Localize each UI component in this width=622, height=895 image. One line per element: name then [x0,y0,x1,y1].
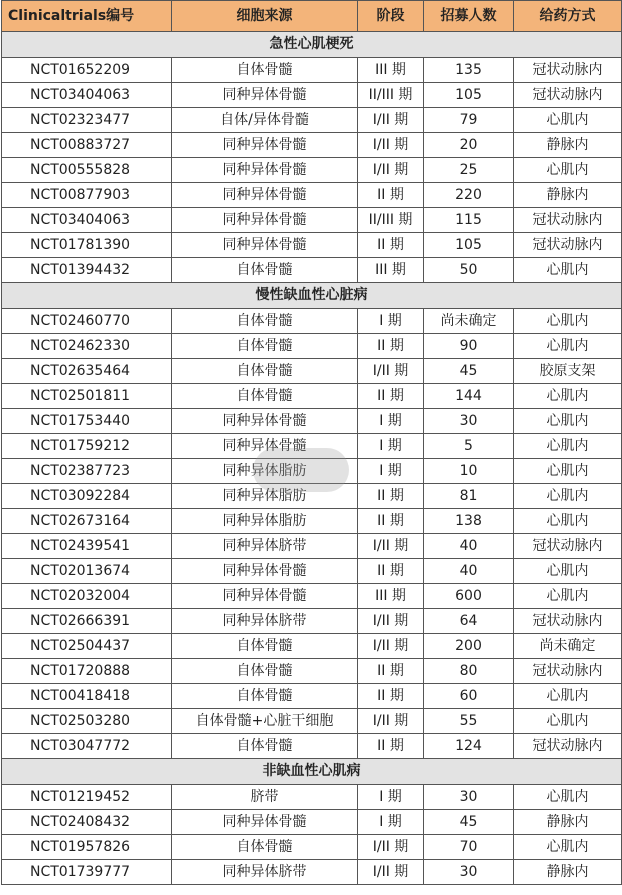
phase-cell: II 期 [358,684,424,709]
enrollment-cell: 200 [424,634,514,659]
cell-source-cell: 自体骨髓 [172,258,358,283]
table-row [2,634,622,659]
enrollment-cell: 124 [424,734,514,759]
route-cell: 冠状动脉内 [514,208,622,233]
table-row [2,559,622,584]
phase-cell: I 期 [358,409,424,434]
enrollment-cell: 30 [424,860,514,885]
table-row [2,609,622,634]
trial-id-cell: NCT02673164 [2,509,172,534]
enrollment-cell: 80 [424,659,514,684]
header-row [2,1,622,32]
route-cell: 静脉内 [514,183,622,208]
cell-source-cell: 同种异体骨髓 [172,208,358,233]
trial-id-cell: NCT02323477 [2,108,172,133]
trial-id-cell: NCT00418418 [2,684,172,709]
trial-id-cell: NCT02666391 [2,609,172,634]
route-cell: 冠状动脉内 [514,58,622,83]
trial-id-cell: NCT01720888 [2,659,172,684]
phase-cell: II 期 [358,334,424,359]
phase-cell: I/II 期 [358,158,424,183]
cell-source-cell: 自体骨髓 [172,835,358,860]
enrollment-cell: 81 [424,484,514,509]
table-row [2,509,622,534]
route-cell: 心肌内 [514,158,622,183]
cell-source-cell: 自体骨髓 [172,384,358,409]
header-enrollment: 招募人数 [424,1,514,32]
enrollment-cell: 25 [424,158,514,183]
enrollment-cell: 138 [424,509,514,534]
trial-id-cell: NCT02503280 [2,709,172,734]
table-row [2,183,622,208]
enrollment-cell: 70 [424,835,514,860]
cell-source-cell: 同种异体脂肪 [172,509,358,534]
trial-id-cell: NCT01759212 [2,434,172,459]
trial-id-cell: NCT02462330 [2,334,172,359]
enrollment-cell: 135 [424,58,514,83]
trial-id-cell: NCT02032004 [2,584,172,609]
route-cell: 冠状动脉内 [514,659,622,684]
table-row [2,233,622,258]
enrollment-cell: 50 [424,258,514,283]
table-row [2,785,622,810]
enrollment-cell: 55 [424,709,514,734]
section-title: 慢性缺血性心脏病 [2,283,622,309]
route-cell: 心肌内 [514,785,622,810]
route-cell: 心肌内 [514,509,622,534]
table-row [2,484,622,509]
cell-source-cell: 自体骨髓 [172,734,358,759]
cell-source-cell: 自体骨髓 [172,309,358,334]
cell-source-cell: 同种异体脐带 [172,860,358,885]
trial-id-cell: NCT03092284 [2,484,172,509]
route-cell: 冠状动脉内 [514,609,622,634]
table-row [2,810,622,835]
route-cell: 心肌内 [514,108,622,133]
enrollment-cell: 45 [424,359,514,384]
enrollment-cell: 20 [424,133,514,158]
phase-cell: II 期 [358,183,424,208]
cell-source-cell: 自体骨髓 [172,684,358,709]
trial-id-cell: NCT02013674 [2,559,172,584]
phase-cell: II 期 [358,734,424,759]
trial-id-cell: NCT01753440 [2,409,172,434]
cell-source-cell: 同种异体骨髓 [172,158,358,183]
phase-cell: II 期 [358,559,424,584]
enrollment-cell: 144 [424,384,514,409]
trial-id-cell: NCT02501811 [2,384,172,409]
trial-id-cell: NCT01652209 [2,58,172,83]
trial-id-cell: NCT02387723 [2,459,172,484]
enrollment-cell: 105 [424,83,514,108]
table-row [2,434,622,459]
trial-id-cell: NCT02439541 [2,534,172,559]
cell-source-cell: 同种异体骨髓 [172,810,358,835]
phase-cell: II 期 [358,509,424,534]
table-row [2,534,622,559]
trial-id-cell: NCT01219452 [2,785,172,810]
table-row [2,108,622,133]
cell-source-cell: 同种异体脂肪 [172,484,358,509]
trial-id-cell: NCT01957826 [2,835,172,860]
route-cell: 心肌内 [514,835,622,860]
trial-id-cell: NCT02460770 [2,309,172,334]
header-phase: 阶段 [358,1,424,32]
header-route: 给药方式 [514,1,622,32]
table-row [2,133,622,158]
table-header [2,1,622,32]
cell-source-cell: 同种异体骨髓 [172,584,358,609]
route-cell: 心肌内 [514,309,622,334]
phase-cell: I/II 期 [358,860,424,885]
phase-cell: II 期 [358,233,424,258]
enrollment-cell: 40 [424,559,514,584]
section-header-row [2,32,622,58]
trial-id-cell: NCT03404063 [2,83,172,108]
trial-id-cell: NCT00883727 [2,133,172,158]
table-row [2,709,622,734]
trial-id-cell: NCT03404063 [2,208,172,233]
table-row [2,384,622,409]
enrollment-cell: 105 [424,233,514,258]
table-row [2,258,622,283]
trial-id-cell: NCT00555828 [2,158,172,183]
table-row [2,158,622,183]
cell-source-cell: 同种异体骨髓 [172,409,358,434]
table-row [2,684,622,709]
section-header-row [2,283,622,309]
route-cell: 心肌内 [514,459,622,484]
trials-document [1,0,621,885]
phase-cell: I 期 [358,810,424,835]
route-cell: 心肌内 [514,559,622,584]
phase-cell: I/II 期 [358,534,424,559]
section-title: 急性心肌梗死 [2,32,622,58]
phase-cell: II/III 期 [358,208,424,233]
trial-id-cell: NCT01781390 [2,233,172,258]
table-row [2,359,622,384]
table-body [2,32,622,885]
phase-cell: II 期 [358,659,424,684]
enrollment-cell: 30 [424,785,514,810]
enrollment-cell: 40 [424,534,514,559]
route-cell: 冠状动脉内 [514,83,622,108]
cell-source-cell: 同种异体脂肪 [172,459,358,484]
cell-source-cell: 脐带 [172,785,358,810]
header-trial-id: Clinicaltrials编号 [2,1,172,32]
clinical-trials-table [1,0,622,885]
trial-id-cell: NCT01394432 [2,258,172,283]
route-cell: 尚未确定 [514,634,622,659]
enrollment-cell: 10 [424,459,514,484]
route-cell: 心肌内 [514,684,622,709]
table-row [2,409,622,434]
trial-id-cell: NCT02504437 [2,634,172,659]
cell-source-cell: 同种异体骨髓 [172,183,358,208]
route-cell: 冠状动脉内 [514,734,622,759]
trial-id-cell: NCT00877903 [2,183,172,208]
route-cell: 心肌内 [514,384,622,409]
phase-cell: I/II 期 [358,359,424,384]
trial-id-cell: NCT01739777 [2,860,172,885]
section-title: 非缺血性心肌病 [2,759,622,785]
enrollment-cell: 90 [424,334,514,359]
cell-source-cell: 同种异体骨髓 [172,83,358,108]
cell-source-cell: 同种异体脐带 [172,609,358,634]
trial-id-cell: NCT02408432 [2,810,172,835]
table-row [2,208,622,233]
phase-cell: III 期 [358,58,424,83]
table-row [2,659,622,684]
route-cell: 静脉内 [514,810,622,835]
cell-source-cell: 自体骨髓 [172,58,358,83]
table-row [2,83,622,108]
cell-source-cell: 同种异体脐带 [172,534,358,559]
enrollment-cell: 220 [424,183,514,208]
phase-cell: I 期 [358,785,424,810]
enrollment-cell: 5 [424,434,514,459]
cell-source-cell: 自体骨髓 [172,359,358,384]
phase-cell: I/II 期 [358,835,424,860]
cell-source-cell: 同种异体骨髓 [172,233,358,258]
route-cell: 冠状动脉内 [514,233,622,258]
table-row [2,459,622,484]
enrollment-cell: 600 [424,584,514,609]
header-cell-source: 细胞来源 [172,1,358,32]
route-cell: 心肌内 [514,334,622,359]
cell-source-cell: 自体骨髓 [172,334,358,359]
route-cell: 心肌内 [514,584,622,609]
phase-cell: I 期 [358,309,424,334]
enrollment-cell: 60 [424,684,514,709]
trial-id-cell: NCT03047772 [2,734,172,759]
table-row [2,584,622,609]
phase-cell: I 期 [358,459,424,484]
cell-source-cell: 自体骨髓+心脏干细胞 [172,709,358,734]
table-row [2,334,622,359]
enrollment-cell: 尚未确定 [424,309,514,334]
route-cell: 静脉内 [514,860,622,885]
cell-source-cell: 自体骨髓 [172,634,358,659]
cell-source-cell: 自体/异体骨髓 [172,108,358,133]
table-row [2,734,622,759]
table-row [2,309,622,334]
phase-cell: III 期 [358,584,424,609]
enrollment-cell: 30 [424,409,514,434]
cell-source-cell: 自体骨髓 [172,659,358,684]
phase-cell: III 期 [358,258,424,283]
route-cell: 心肌内 [514,258,622,283]
phase-cell: I/II 期 [358,634,424,659]
phase-cell: I/II 期 [358,609,424,634]
phase-cell: II/III 期 [358,83,424,108]
route-cell: 冠状动脉内 [514,534,622,559]
section-header-row [2,759,622,785]
phase-cell: II 期 [358,484,424,509]
phase-cell: I/II 期 [358,709,424,734]
route-cell: 心肌内 [514,709,622,734]
phase-cell: I 期 [358,434,424,459]
phase-cell: II 期 [358,384,424,409]
enrollment-cell: 45 [424,810,514,835]
enrollment-cell: 79 [424,108,514,133]
cell-source-cell: 同种异体骨髓 [172,434,358,459]
table-row [2,58,622,83]
route-cell: 胶原支架 [514,359,622,384]
route-cell: 心肌内 [514,484,622,509]
cell-source-cell: 同种异体骨髓 [172,559,358,584]
trial-id-cell: NCT02635464 [2,359,172,384]
phase-cell: I/II 期 [358,133,424,158]
enrollment-cell: 115 [424,208,514,233]
phase-cell: I/II 期 [358,108,424,133]
cell-source-cell: 同种异体骨髓 [172,133,358,158]
enrollment-cell: 64 [424,609,514,634]
table-row [2,860,622,885]
route-cell: 心肌内 [514,409,622,434]
table-row [2,835,622,860]
route-cell: 心肌内 [514,434,622,459]
route-cell: 静脉内 [514,133,622,158]
